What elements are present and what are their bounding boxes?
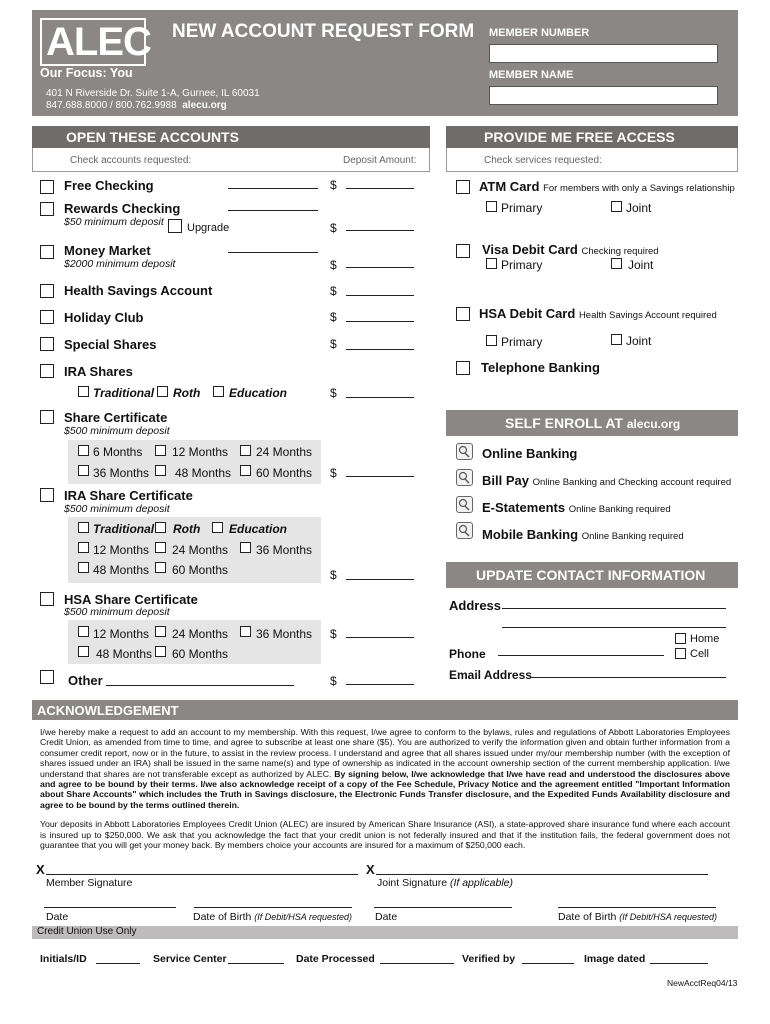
ira-cert-48m-checkbox[interactable] [78,562,89,573]
member-signature-label: Member Signature [46,877,133,889]
cert-36m-label: 36 Months [93,466,150,480]
image-dated-line[interactable] [650,963,708,964]
visa-debit-checkbox[interactable] [456,244,470,258]
ira-amount[interactable] [346,397,414,398]
hsa-cert-48m-checkbox[interactable] [78,646,89,657]
share-certificate-checkbox[interactable] [40,410,54,424]
rewards-min-deposit: $50 minimum deposit [64,216,164,228]
other-line[interactable] [106,685,294,686]
ira-cert-12m-label: 12 Months [93,543,150,557]
ira-cert-roth-checkbox[interactable] [155,522,166,533]
address-line2: 847.688.8000 / 800.762.9988 alecu.org [46,100,227,111]
ira-shares-checkbox[interactable] [40,364,54,378]
check-accounts-hint: Check accounts requested: [70,155,192,166]
special-amount[interactable] [346,349,414,350]
ira-cert-traditional-checkbox[interactable] [78,522,89,533]
hsa-cert-12m-checkbox[interactable] [78,626,89,637]
holiday-club-checkbox[interactable] [40,310,54,324]
self-enroll-title: SELF ENROLL AT alecu.org [505,415,681,431]
free-access-title: PROVIDE ME FREE ACCESS [484,129,675,145]
cert-36m-checkbox[interactable] [78,465,89,476]
form-title: NEW ACCOUNT REQUEST FORM [172,21,475,42]
visa-joint-label: Joint [628,258,654,272]
special-shares-checkbox[interactable] [40,337,54,351]
cu-use-bar [32,926,738,939]
hsa-joint-checkbox[interactable] [611,334,622,345]
other-amount[interactable] [346,684,414,685]
hsa-cert-48m-label: 48 Months [96,647,153,661]
hsa-cert-60m-label: 60 Months [172,647,229,661]
free-checking-checkbox[interactable] [40,180,54,194]
visa-joint-checkbox[interactable] [611,258,622,269]
check-services-hint: Check services requested: [484,155,602,166]
atm-card-label: ATM Card For members with only a Savings relationship [479,179,735,194]
ira-cert-traditional-label: Traditional [93,522,155,536]
ira-cert-36m-label: 36 Months [256,543,313,557]
member-dob-line[interactable] [194,907,352,908]
home-label: Home [690,633,720,645]
hsa-label: Health Savings Account [64,283,213,298]
ira-cert-60m-label: 60 Months [172,563,229,577]
dollar-sign: $ [330,178,337,192]
atm-primary-label: Primary [501,201,543,215]
joint-date-line[interactable] [374,907,512,908]
education-checkbox[interactable] [213,386,224,397]
visa-debit-label: Visa Debit Card Checking required [482,242,659,257]
address-label: Address [449,598,502,613]
hsa-cert-amount[interactable] [346,637,414,638]
hsa-cert-24m-label: 24 Months [172,627,229,641]
upgrade-checkbox[interactable] [168,219,182,233]
hsa-cert-checkbox[interactable] [40,592,54,606]
pen-icon [456,522,473,539]
initials-line[interactable] [96,963,140,964]
member-sig-x: X [36,862,45,877]
dollar-sign: $ [330,310,337,324]
ira-cert-roth-label: Roth [173,522,201,536]
traditional-checkbox[interactable] [78,386,89,397]
ack-title: ACKNOWLEDGEMENT [37,703,179,718]
pen-icon [456,469,473,486]
home-checkbox[interactable] [675,633,686,644]
cell-checkbox[interactable] [675,648,686,659]
cert-6m-checkbox[interactable] [78,445,89,456]
atm-primary-checkbox[interactable] [486,201,497,212]
share-cert-min-deposit: $500 minimum deposit [64,425,170,437]
dollar-sign: $ [330,386,337,400]
ira-cert-48m-label: 48 Months [93,563,150,577]
education-label: Education [229,386,288,400]
pen-icon [456,443,473,460]
share-certificate-label: Share Certificate [64,410,168,425]
roth-checkbox[interactable] [157,386,168,397]
bill-pay-label: Bill Pay Online Banking and Checking account required [482,473,732,488]
hsa-debit-label: HSA Debit Card Health Savings Account required [479,306,717,321]
hsa-checkbox[interactable] [40,284,54,298]
email-field[interactable] [530,677,726,678]
member-name-label: MEMBER NAME [489,69,574,81]
free-checking-label: Free Checking [64,178,154,193]
tagline: Our Focus: You [40,66,133,80]
member-number-label: MEMBER NUMBER [489,27,590,39]
ack-paragraph-2: Your deposits in Abbott Laboratories Employees Credit Union (ALEC) are insured by American Share Insurance (ASI), a state-approved share insurance fund where each account is insured up to $250,000. We ask that you acknowledge the fact that your credit union is not federally insured and that if the institution fails, the federal government does not guarantee that you will get your money back. By members choice your accounts are insured for a maximum of $250,000 each. [40,819,730,851]
cert-60m-label: 60 Months [256,466,313,480]
contact-title: UPDATE CONTACT INFORMATION [476,567,706,583]
ira-cert-checkbox[interactable] [40,488,54,502]
upgrade-label: Upgrade [187,222,230,234]
free-checking-line[interactable] [228,188,318,189]
member-date-label: Date [46,911,69,923]
ira-cert-label: IRA Share Certificate [64,488,193,503]
member-dob-label: Date of Birth (If Debit/HSA requested) [193,911,353,923]
money-market-min-deposit: $2000 minimum deposit [64,258,176,270]
hsa-primary-label: Primary [501,335,543,349]
hsa-primary-checkbox[interactable] [486,335,497,346]
holiday-club-label: Holiday Club [64,310,144,325]
cert-24m-checkbox[interactable] [240,445,251,456]
other-checkbox[interactable] [40,670,54,684]
hsa-cert-36m-checkbox[interactable] [240,626,251,637]
mobile-banking-label: Mobile Banking Online Banking required [482,527,684,542]
alec-logo: ALEC [40,18,150,66]
share-cert-amount[interactable] [346,476,414,477]
address-line2-field[interactable] [502,627,726,628]
dollar-sign: $ [330,258,337,272]
pen-icon [456,496,473,513]
online-banking-label: Online Banking [482,446,578,461]
roth-label: Roth [173,386,201,400]
cert-48m-label: 48 Months [175,466,232,480]
ira-shares-label: IRA Shares [64,364,133,379]
hsa-cert-60m-checkbox[interactable] [155,646,166,657]
joint-signature-line[interactable] [376,874,708,875]
joint-signature-label: Joint Signature (If applicable) [377,877,513,889]
atm-joint-checkbox[interactable] [611,201,622,212]
cert-6m-label: 6 Months [93,445,143,459]
ack-paragraph-1: I/we hereby make a request to add an account to my membership. With this request, I/we agree to conform to the bylaws, rules and regulations of Abbott Laboratories Employees Credit Union, as amended from time to time, and agree to subscribe at least one share ($5). You are authorized to verify the information given and obtain further information from a consumer credit report, now or in the future, to assist in the review process. I understand and agree that all shares issued under my/our membership number (with the exception of shares issued under an IRA) shall be issued in the same name(s) and type of ownership as indicated in the account ownership section of the current membership application. I/we understand that shares are not transferable except as authorized by ALEC. By signing below, I/we acknowledge that I/we have read and understood the disclosures above and agree to be bound by their terms. I/we also acknowledge receipt of a copy of the Fee Schedule, Privacy Notice and the agreement entitled "Important Information about Share Accounts" which includes the Truth in Savings disclosure, the Electronic Funds Transfer disclosure, and the Expedited Funds Availability disclosure and agree to be bound by the terms outlined therein. [40,727,731,810]
verified-by-label: Verified by [462,953,516,965]
cell-label: Cell [690,648,709,660]
phone-label: Phone [449,647,486,661]
rewards-checking-checkbox[interactable] [40,202,54,216]
image-dated-label: Image dated [584,953,646,965]
estatements-label: E-Statements Online Banking required [482,500,671,515]
open-accounts-title: OPEN THESE ACCOUNTS [66,129,239,145]
cert-12m-checkbox[interactable] [155,445,166,456]
dollar-sign: $ [330,674,337,688]
cert-12m-label: 12 Months [172,445,229,459]
phone-field[interactable] [498,655,664,656]
address-line1-field[interactable] [502,608,726,609]
joint-dob-label: Date of Birth (If Debit/HSA requested) [558,911,718,923]
cu-use-title: Credit Union Use Only [37,926,137,937]
ack-body [40,727,730,850]
address-line1: 401 N Riverside Dr. Suite 1-A, Gurnee, IL 60031 [46,88,260,99]
dollar-sign: $ [330,221,337,235]
ira-cert-24m-checkbox[interactable] [155,542,166,553]
ira-cert-min-deposit: $500 minimum deposit [64,503,170,515]
form-code: NewAcctReq04/13 [667,978,738,988]
member-date-line[interactable] [44,907,176,908]
hsa-cert-min-deposit: $500 minimum deposit [64,606,170,618]
service-center-line[interactable] [228,963,284,964]
ira-cert-12m-checkbox[interactable] [78,542,89,553]
money-market-amount[interactable] [346,267,414,268]
member-number-field[interactable] [489,44,718,63]
ira-cert-education-label: Education [229,522,288,536]
deposit-amount-hint: Deposit Amount: [343,155,417,166]
ira-cert-60m-checkbox[interactable] [155,562,166,573]
hsa-joint-label: Joint [626,334,652,348]
hsa-cert-12m-label: 12 Months [93,627,150,641]
cert-60m-checkbox[interactable] [240,465,251,476]
hsa-cert-36m-label: 36 Months [256,627,313,641]
dollar-sign: $ [330,466,337,480]
rewards-amount[interactable] [346,230,414,231]
telephone-banking-checkbox[interactable] [456,361,470,375]
atm-joint-label: Joint [626,201,652,215]
member-signature-line[interactable] [46,874,358,875]
joint-sig-x: X [366,862,375,877]
dollar-sign: $ [330,568,337,582]
email-label: Email Address [449,668,532,682]
ira-cert-amount[interactable] [346,579,414,580]
atm-card-checkbox[interactable] [456,180,470,194]
visa-primary-checkbox[interactable] [486,258,497,269]
money-market-line[interactable] [228,252,318,253]
cert-24m-label: 24 Months [256,445,313,459]
rewards-checking-label: Rewards Checking [64,201,181,216]
dollar-sign: $ [330,337,337,351]
date-processed-line[interactable] [380,963,454,964]
ira-cert-24m-label: 24 Months [172,543,229,557]
joint-date-label: Date [375,911,398,923]
money-market-checkbox[interactable] [40,245,54,259]
free-checking-amount[interactable] [346,188,414,189]
member-name-field[interactable] [489,86,718,105]
money-market-label: Money Market [64,243,151,258]
hsa-cert-label: HSA Share Certificate [64,592,198,607]
ira-cert-education-checkbox[interactable] [212,522,223,533]
ira-cert-36m-checkbox[interactable] [240,542,251,553]
holiday-amount[interactable] [346,321,414,322]
hsa-debit-checkbox[interactable] [456,307,470,321]
traditional-label: Traditional [93,386,155,400]
rewards-checking-line[interactable] [228,210,318,211]
verified-by-line[interactable] [522,963,574,964]
special-shares-label: Special Shares [64,337,157,352]
hsa-amount[interactable] [346,295,414,296]
initials-label: Initials/ID [40,953,87,965]
dollar-sign: $ [330,627,337,641]
service-center-label: Service Center [153,953,227,965]
telephone-banking-label: Telephone Banking [481,360,600,375]
date-processed-label: Date Processed [296,953,375,965]
cert-48m-checkbox[interactable] [155,465,166,476]
visa-primary-label: Primary [501,258,543,272]
other-label: Other [68,673,103,688]
dollar-sign: $ [330,284,337,298]
hsa-cert-24m-checkbox[interactable] [155,626,166,637]
joint-dob-line[interactable] [558,907,716,908]
